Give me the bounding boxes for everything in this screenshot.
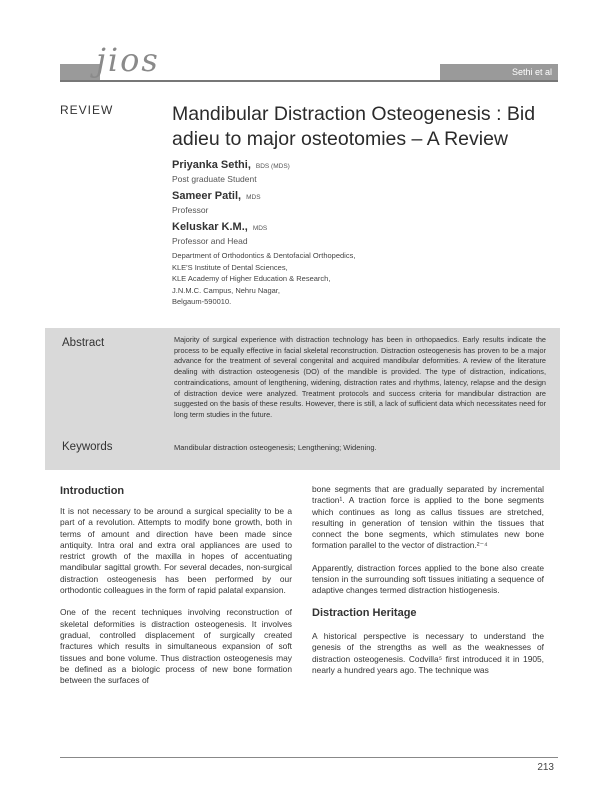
body-paragraph: bone segments that are gradually separated by incremental traction¹. A traction force is applied to the bone segments which continues as long as callus tissues are stretched, resulting in generation of tension within the tissues that connect the bone segments, which stimulates new bone formation parallel to the vector of distraction.²⁻⁴ <box>312 484 544 551</box>
affiliation-line: Belgaum-590010. <box>172 297 232 306</box>
author-degree: BDS (MDS) <box>255 163 290 170</box>
header-band-left <box>60 64 100 80</box>
header-rule <box>60 80 558 82</box>
article-title: Mandibular Distraction Osteogenesis : Bid adieu to major osteotomies – A Review <box>172 103 536 150</box>
affiliation-line: KLE Academy of Higher Education & Research, <box>172 274 331 283</box>
author-name: Keluskar K.M., <box>172 221 248 233</box>
footer-rule <box>60 757 558 758</box>
abstract-text: Majority of surgical experience with distraction technology has been in orthopaedics. Early results indicate the process to be equally effective in facial skeletal reconstruction. Distraction osteogenesis has proven to be a major advance for the treatment of several congenital and acquired mandibular deformities. A review of the literature dealing with distraction osteogenesis (DO) of the mandible is provided. The type of distraction, indications, contraindications, amount of lengthening, widening, distraction rates and rhythms, latency, relapse and the design of distraction device were analyzed. Treatment protocols and success criteria for mandibular distraction are suggested on the basis of these results. However, there is still, a lack of sufficient data which necessitates need for long term studies in the future. <box>174 335 546 419</box>
section-type-label: REVIEW <box>60 103 114 117</box>
keywords-label: Keywords <box>62 441 113 453</box>
author-degree: MDS <box>246 194 261 201</box>
left-column <box>60 485 292 697</box>
author-name: Priyanka Sethi, <box>172 159 251 171</box>
author-1 <box>172 155 290 184</box>
author-degree: MDS <box>252 225 268 232</box>
affiliation <box>172 250 512 308</box>
affiliation-line: Department of Orthodontics & Dentofacial Orthopedics, <box>172 251 356 260</box>
affiliation-line: KLE'S Institute of Dental Sciences, <box>172 262 288 272</box>
body-paragraph: A historical perspective is necessary to understand the genesis of the strengths as well as the weaknesses of distraction osteogenesis. Codvilla⁵ first introduced it in 1905, nearly a hundred years ago. The technique was <box>312 630 544 675</box>
abstract-label: Abstract <box>62 337 105 349</box>
author-role: Post graduate Student <box>172 174 257 184</box>
journal-logo: jios <box>96 41 160 79</box>
author-role: Professor and Head <box>172 236 248 246</box>
keywords-text: Mandibular distraction osteogenesis; Lengthening; Widening. <box>174 443 377 452</box>
distraction-heritage-heading: Distraction Heritage <box>312 606 417 619</box>
body-paragraph: It is not necessary to be around a surgical speciality to be a part of a revolution. Attempts to modify bone growth, both in terms of amount and direction have been made since antiquity. Intra oral and extra oral appliances are used to restrict growth of the maxilla in hopes of accentuating mandibular sagittal growth. For several decades, non-surgical distraction osteogenesis has been performed by our orthodontic colleagues in the form of rapid palatal expansion. <box>60 506 292 596</box>
author-name: Sameer Patil, <box>172 190 242 202</box>
body-paragraph: Apparently, distraction forces applied to the bone also create tension in the surrounding soft tissues initiating a sequence of adaptive changes termed distraction histiogenesis. <box>312 562 544 596</box>
affiliation-line: J.N.M.C. Campus, Nehru Nagar, <box>172 285 280 295</box>
body-paragraph: One of the recent techniques involving reconstruction of skeletal deformities is distraction osteogenesis. It involves gradual, controlled displacement of surgically created fractures which results in simultaneous expansion of soft tissues and bone volume. Thus distraction osteogenesis may be defined as a biologic process of new bone formation between the surfaces of <box>60 607 292 686</box>
author-2 <box>172 186 261 215</box>
introduction-heading: Introduction <box>60 485 125 497</box>
running-head: Sethi et al <box>511 67 552 77</box>
author-3 <box>172 217 267 246</box>
author-role: Professor <box>172 205 209 215</box>
page-number: 213 <box>537 762 554 773</box>
right-column <box>312 484 544 687</box>
